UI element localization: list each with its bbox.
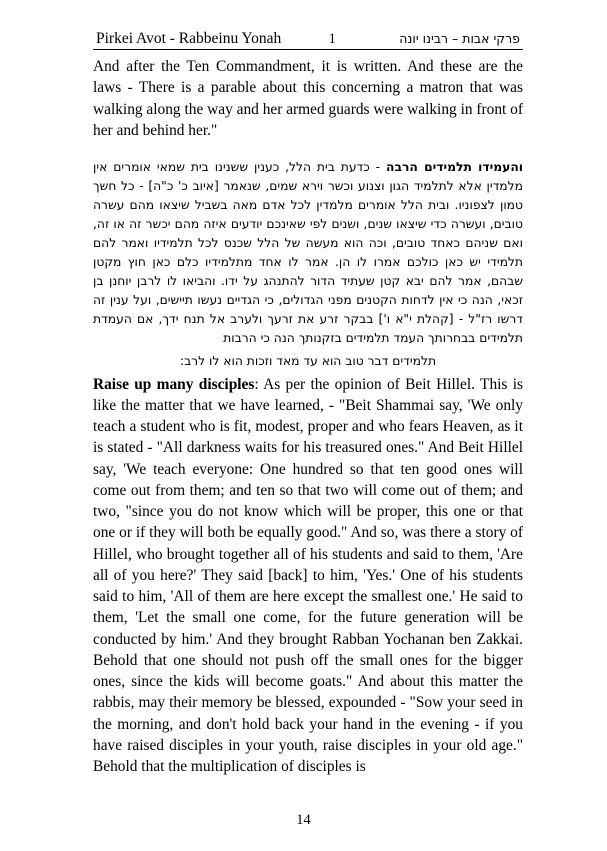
running-header xyxy=(93,30,523,50)
top-english-paragraph: And after the Ten Commandment, it is written. And these are the laws - There is a parable about this concerning a matron that was walking along the way and her armed guards were walking in front of her and behind her." xyxy=(93,58,523,139)
hebrew-commentary-last-line: תלמידים דבר טוב הוא עד מאד וזכות הוא לו לרב: xyxy=(179,354,437,369)
hebrew-commentary-lead: והעמידו תלמידים הרבה xyxy=(386,160,523,174)
english-commentary-lead: Raise up many disciples xyxy=(93,375,255,393)
header-english-title: Pirkei Avot - Rabbeinu Yonah xyxy=(96,30,282,47)
hebrew-commentary-text: - כדעת בית הלל, כענין ששנינו בית שמאי אומרים אין מלמדין אלא לתלמיד הגון וצנוע וכשר וירא שמים, שנאמר [איוב כ' כ"ה] - כל חשך טמון לצפוניו. ובית הלל אומרים מלמדין לכל אדם מאה בשביל שיצאו מהם עשרה טובים, ועשרה כדי שיצאו שנים, ושנים לפי שאינכם יודעים איזה מהם יכשר זה או זה, ואם שניהם כאחד טובים, וכה הוא מעשה של הלל שכנס לכל תלמידיו ואמר להם תלמידי יש כאן כולכם אמרו לו הן. אמר לו אחד מתלמידיו כלם כאן חוץ מקטן שבהם, אמר להם יבא קטן שעתיד הדור להתנהג על ידו. והביאו לו לרבן יוחנן בן זכאי, הנה כי אין לדחות הקטנים מפני הגדולים, כי הגדיים נעשו תיישים, ועל ענין זה דרשו רז"ל - [קהלת י"א ו'] בבקר זרע את זרעך ולערב אל תנח ידך, אם העמדת תלמידים בבחרותך העמד תלמידים בזקנותך הנה כי הרבות xyxy=(93,160,523,346)
page-content xyxy=(93,30,523,777)
english-commentary-paragraph xyxy=(93,374,523,778)
english-commentary-text: : As per the opinion of Beit Hillel. This is like the matter that we have learned, - "Beit Shammai say, 'We only teach a student who is fit, modest, proper and who fears Heaven, as it is stated - "All darkness waits for his treasured ones." And Beit Hillel say, 'We teach everyone: One hundred so that ten good ones will come out from them; and ten so that two will come out of them; and two, "since you do not know which will be proper, this one or that one or if they will both be equally good." And so, was there a story of Hillel, who brought together all of his students and said to them, 'Are all of you here?' They said [back] to him, 'Yes.' One of his students said to him, 'All of them are here except the smallest one.' He said to them, 'Let the small one come, for the future generation will be conducted by him.' And they brought Rabban Yochanan ben Zakkai. Behold that one should not push off the small ones for the bigger ones, since the kids will become goats." And about this matter the rabbis, may their memory be blessed, expounded - "Sow your seed in the morning, and don't hold back your hand in the evening - if you have raised disciples in your youth, raise disciples in your old age." Behold that the multiplication of disciples is xyxy=(93,375,523,776)
header-hebrew-title: פרקי אבות – רבינו יונה xyxy=(399,31,520,46)
hebrew-commentary-paragraph xyxy=(93,158,523,348)
page-number-footer: 14 xyxy=(296,812,311,828)
header-chapter-number: 1 xyxy=(328,31,336,47)
